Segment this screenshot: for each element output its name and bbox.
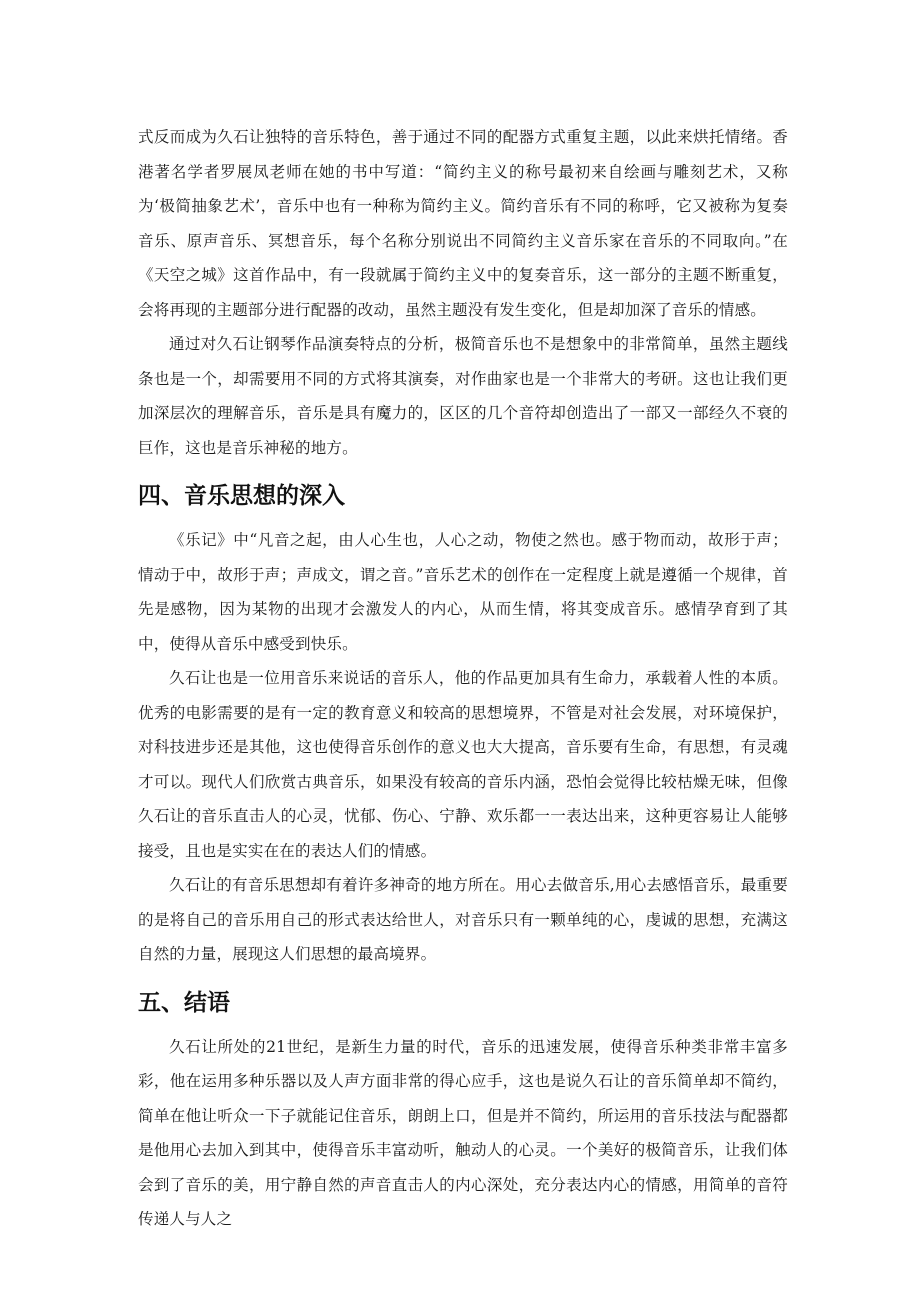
paragraph-analysis-summary: 通过对久石让钢琴作品演奏特点的分析，极简音乐也不是想象中的非常简单，虽然主题线条也是一个，却需要用不同的方式将其演奏，对作曲家也是一个非常大的考研。这也让我们更加深层次的理解音乐，音乐是具有魔力的，区区的几个音符却创造出了一部又一部经久不衰的巨作，这也是音乐神秘的地方。 xyxy=(138,335,788,457)
section5-paragraph-1: 久石让所处的21世纪，是新生力量的时代，音乐的迅速发展，使得音乐种类非常丰富多彩，他在运用多种乐器以及人声方面非常的得心应手，这也是说久石让的音乐简单却不简约，简单在他让听众一下子就能记住音乐，朗朗上口，但是并不简约，所运用的音乐技法与配器都是他用心去加入到其中，使得音乐丰富动听，触动人的心灵。一个美好的极简音乐，让我们体会到了音乐的美，用宁静自然的声音直击人的内心深处，充分表达内心的情感，用简单的音符传递人与人之 xyxy=(138,1037,788,1228)
section-heading-4: 四、音乐思想的深入 xyxy=(138,483,345,509)
section4-paragraph-2: 久石让也是一位用音乐来说话的音乐人，他的作品更加具有生命力，承载着人性的本质。优秀的电影需要的是有一定的教育意义和较高的思想境界，不管是对社会发展，对环境保护，对科技进步还是其他，这也使得音乐创作的意义也大大提高，音乐要有生命，有思想，有灵魂才可以。现代人们欣赏古典音乐，如果没有较高的音乐内涵，恐怕会觉得比较枯燥无味，但像久石让的音乐直击人的心灵，忧郁、伤心、宁静、欢乐都一一表达出来，这种更容易让人能够接受，且也是实实在在的表达人们的情感。 xyxy=(138,669,788,860)
section4-paragraph-1: 《乐记》中“凡音之起，由人心生也，人心之动，物使之然也。感于物而动，故形于声；情动于中，故形于声；声成文，谓之音。”音乐艺术的创作在一定程度上就是遵循一个规律，首先是感物，因为某物的出现才会激发人的内心，从而生情，将其变成音乐。感情孕育到了其中，使得从音乐中感受到快乐。 xyxy=(138,531,788,653)
document-body xyxy=(138,120,788,1237)
section4-paragraph-3: 久石让的有音乐思想却有着许多神奇的地方所在。用心去做音乐,用心去感悟音乐，最重要的是将自己的音乐用自己的形式表达给世人，对音乐只有一颗单纯的心，虔诚的思想，充满这自然的力量，展现这人们思想的最高境界。 xyxy=(138,876,788,963)
section-heading-5: 五、结语 xyxy=(138,989,230,1016)
paragraph-continued: 式反而成为久石让独特的音乐特色，善于通过不同的配器方式重复主题，以此来烘托情绪。香港著名学者罗展凤老师在她的书中写道：“简约主义的称号最初来自绘画与雕刻艺术，又称为‘极简抽象艺术’，音乐中也有一种称为简约主义。简约音乐有不同的称呼，它又被称为复奏音乐、原声音乐、冥想音乐，每个名称分别说出不同简约主义音乐家在音乐的不同取向。”在《天空之城》这首作品中，有一段就属于简约主义中的复奏音乐，这一部分的主题不断重复，会将再现的主题部分进行配器的改动，虽然主题没有发生变化，但是却加深了音乐的情感。 xyxy=(138,128,788,319)
